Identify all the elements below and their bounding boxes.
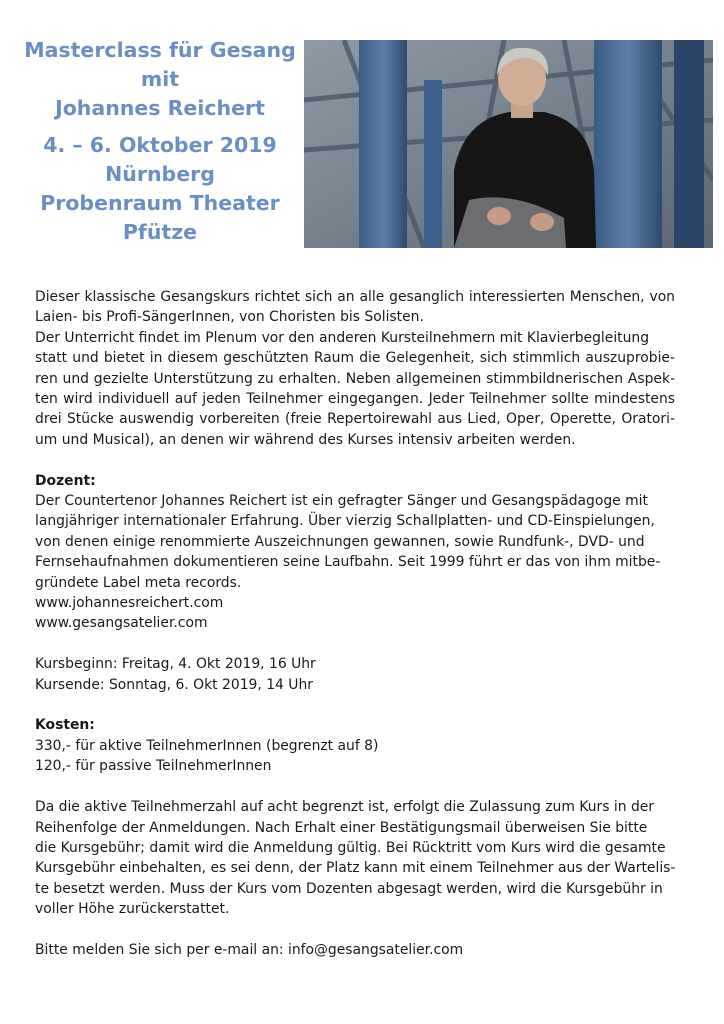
intro-line: ten wird individuell auf jeden Teilnehmer eingegangen. Jeder Teilnehmer sollte mindestens: [35, 391, 675, 408]
dozent-section: [35, 471, 675, 634]
event-date: 4. – 6. Oktober 2019: [43, 133, 277, 157]
dozent-line: langjähriger internationaler Erfahrung. Über vierzig Schallplatten- und CD-Einspielungen,: [35, 513, 655, 530]
website-link-reichert[interactable]: www.johannesreichert.com: [35, 595, 224, 612]
dozent-line: gründete Label meta records.: [35, 574, 242, 591]
dozent-line: Der Countertenor Johannes Reichert ist ein gefragter Sänger und Gesangspädagoge mit: [35, 493, 648, 510]
title-line-2: mit: [140, 67, 180, 91]
website-link-gesangsatelier[interactable]: www.gesangsatelier.com: [35, 615, 208, 632]
admission-line: die Kursgebühr; damit wird die Anmeldung gültig. Bei Rücktritt vom Kurs wird die gesamte: [35, 839, 666, 856]
schedule-section: [35, 654, 675, 695]
cost-active: 330,- für aktive TeilnehmerInnen (begrenzt auf 8): [35, 737, 379, 754]
cost-passive: 120,- für passive TeilnehmerInnen: [35, 758, 272, 775]
intro-paragraph: [35, 287, 675, 450]
body-text: [35, 287, 675, 960]
intro-line: ren und gezielte Unterstützung zu erhalten. Neben allgemeinen stimmbildnerischen Aspek-: [35, 370, 675, 387]
intro-line: um und Musical), an denen wir während des Kurses intensiv arbeiten werden.: [35, 431, 576, 448]
intro-line: Laien- bis Profi-SängerInnen, von Choristen bis Solisten.: [35, 309, 424, 326]
intro-line: drei Stücke auswendig vorbereiten (freie Repertoirewahl aus Lied, Oper, Operette, Oratori-: [35, 411, 675, 428]
intro-line: Der Unterricht findet im Plenum vor den anderen Kursteilnehmern mit Klavierbegleitung: [35, 329, 650, 346]
intro-line: Dieser klassische Gesangskurs richtet sich an alle gesanglich interessierten Menschen, von: [35, 289, 675, 305]
event-venue-line-1: Probenraum Theater: [40, 191, 280, 215]
intro-line: statt und bietet in diesem geschützten Raum die Gelegenheit, sich stimmlich auszuprobie-: [35, 350, 675, 367]
contact-email[interactable]: Bitte melden Sie sich per e-mail an: info@gesangsatelier.com: [35, 941, 464, 958]
admission-line: Reihenfolge der Anmeldungen. Nach Erhalt einer Bestätigungsmail überweisen Sie bitte: [35, 819, 648, 836]
course-end: Kursende: Sonntag, 6. Okt 2019, 14 Uhr: [35, 676, 313, 693]
title-line-1: Masterclass für Gesang: [24, 38, 296, 62]
portrait-photo: [304, 40, 713, 248]
title-line-3: Johannes Reichert: [55, 96, 265, 120]
costs-section: [35, 715, 675, 776]
admission-line: voller Höhe zurückerstattet.: [35, 901, 230, 918]
contact-section: [35, 940, 675, 960]
admission-paragraph: [35, 797, 675, 919]
admission-line: Kursgebühr einbehalten, es sei denn, der Platz kann mit einem Teilnehmer aus der Wartelis-: [35, 860, 676, 877]
admission-line: te besetzt werden. Muss der Kurs vom Dozenten abgesagt werden, wird die Kursgebühr in: [35, 880, 663, 897]
event-city: Nürnberg: [105, 162, 215, 186]
admission-line: Da die aktive Teilnehmerzahl auf acht begrenzt ist, erfolgt die Zulassung zum Kurs in der: [35, 799, 655, 816]
event-venue-line-2: Pfütze: [122, 220, 198, 244]
dozent-line: von denen einige renommierte Auszeichnungen gewannen, sowie Rundfunk-, DVD- und: [35, 533, 645, 550]
course-start: Kursbeginn: Freitag, 4. Okt 2019, 16 Uhr: [35, 656, 316, 673]
dozent-line: Fernsehaufnahmen dokumentieren seine Laufbahn. Seit 1999 führt er das von ihm mitbe-: [35, 554, 661, 571]
dozent-heading: Dozent:: [35, 472, 96, 489]
title-block: [22, 36, 298, 247]
costs-heading: Kosten:: [35, 717, 95, 734]
